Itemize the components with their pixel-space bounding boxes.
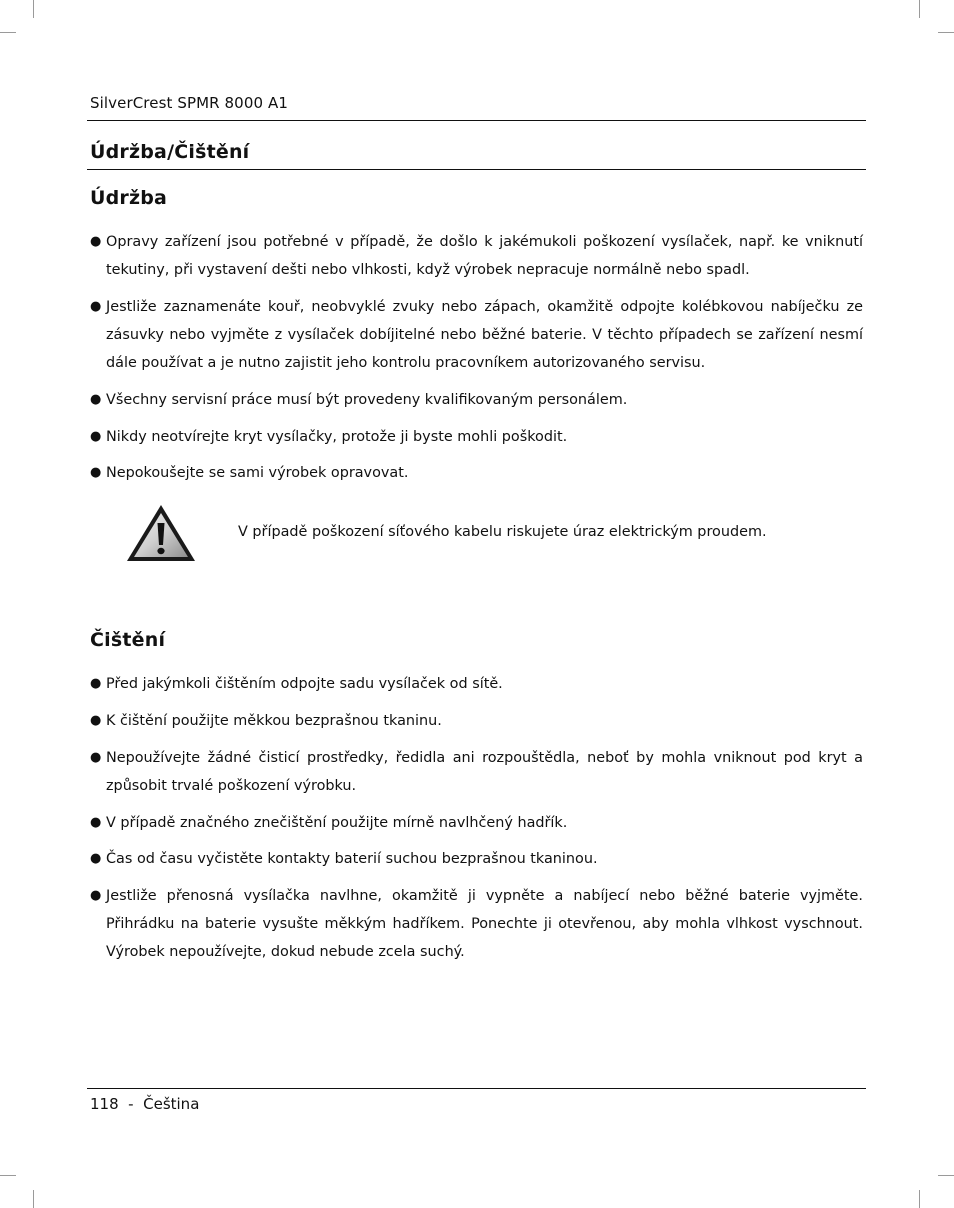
maintenance-heading: Údržba <box>90 187 168 209</box>
cleaning-heading: Čištění <box>90 629 166 651</box>
crop-mark <box>0 1175 16 1176</box>
crop-mark <box>919 0 920 18</box>
list-item <box>90 293 863 377</box>
bullet-dot: ● <box>90 676 102 691</box>
list-item-text: Jestliže zaznamenáte kouř, neobvyklé zvuky nebo zápach, okamžitě odpojte kolébkovou nabíječku ze zásuvky nebo vyjměte z vysílaček dobíjitelné nebo běžné baterie. V těchto případech se zařízení nesmí dále používat a je nutno zajistit jeho kontrolu pracovníkem autorizovaného servisu. <box>106 299 863 371</box>
crop-mark <box>0 32 16 33</box>
list-item <box>90 845 863 873</box>
list-item-text: Nikdy neotvírejte kryt vysílačky, protože ji byste mohli poškodit. <box>106 429 568 445</box>
list-item <box>90 744 863 800</box>
bullet-dot: ● <box>90 234 102 249</box>
bullet-dot: ● <box>90 392 102 407</box>
list-item <box>90 707 863 735</box>
list-item <box>90 670 863 698</box>
maintenance-list <box>90 228 863 487</box>
list-item <box>90 423 863 451</box>
list-item-text: Před jakýmkoli čištěním odpojte sadu vysílaček od sítě. <box>106 676 503 692</box>
list-item-text: Nepoužívejte žádné čisticí prostředky, ředidla ani rozpouštědla, neboť by mohla vniknout pod kryt a způsobit trvalé poškození výrobku. <box>106 750 863 794</box>
title-rule <box>87 169 866 170</box>
cleaning-list <box>90 670 863 966</box>
list-item-text: Čas od času vyčistěte kontakty baterií suchou bezprašnou tkaninou. <box>106 851 598 867</box>
warning-triangle-icon <box>125 503 197 563</box>
bullet-dot: ● <box>90 888 102 903</box>
running-header: SilverCrest SPMR 8000 A1 <box>90 94 288 112</box>
list-item-text: Všechny servisní práce musí být provedeny kvalifikovaným personálem. <box>106 392 628 408</box>
list-item-text: K čištění použijte měkkou bezprašnou tkaninu. <box>106 713 442 729</box>
list-item-text: V případě značného znečištění použijte mírně navlhčený hadřík. <box>106 815 568 831</box>
bullet-dot: ● <box>90 713 102 728</box>
page-title: Údržba/Čištění <box>90 141 250 163</box>
page-footer: 118 - Čeština <box>90 1095 200 1113</box>
list-item-text: Jestliže přenosná vysílačka navlhne, okamžitě ji vypněte a nabíjecí nebo běžné baterie vyjměte. Přihrádku na baterie vysušte měkkým hadříkem. Ponechte ji otevřenou, aby mohla vlhkost vyschnout. Výrobek nepoužívejte, dokud nebude zcela suchý. <box>106 888 863 960</box>
warning-text: V případě poškození síťového kabelu riskujete úraz elektrickým proudem. <box>238 524 767 540</box>
bullet-dot: ● <box>90 851 102 866</box>
footer-rule <box>87 1088 866 1089</box>
list-item <box>90 882 863 966</box>
list-item <box>90 459 863 487</box>
bullet-dot: ● <box>90 815 102 830</box>
list-item <box>90 809 863 837</box>
list-item-text: Nepokoušejte se sami výrobek opravovat. <box>106 465 409 481</box>
bullet-dot: ● <box>90 429 102 444</box>
crop-mark <box>919 1190 920 1208</box>
crop-mark <box>33 0 34 18</box>
header-rule <box>87 120 866 121</box>
list-item <box>90 228 863 284</box>
crop-mark <box>33 1190 34 1208</box>
bullet-dot: ● <box>90 750 102 765</box>
crop-mark <box>938 32 954 33</box>
bullet-dot: ● <box>90 299 102 314</box>
list-item <box>90 386 863 414</box>
bullet-dot: ● <box>90 465 102 480</box>
crop-mark <box>938 1175 954 1176</box>
list-item-text: Opravy zařízení jsou potřebné v případě, že došlo k jakémukoli poškození vysílaček, např. ke vniknutí tekutiny, při vystavení dešti nebo vlhkosti, když výrobek nepracuje normálně nebo spadl. <box>106 234 863 278</box>
